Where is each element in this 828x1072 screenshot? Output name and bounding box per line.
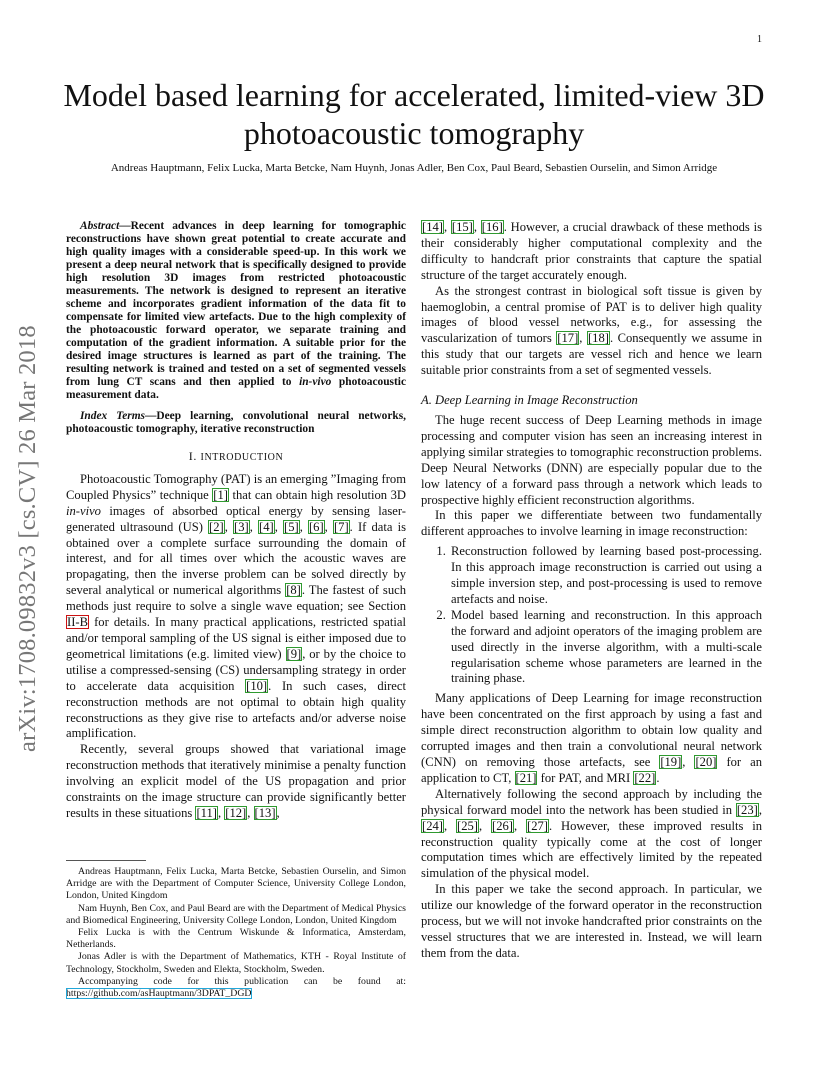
citation-link[interactable]: [12] [225,805,247,820]
citation-link[interactable]: [10] [246,678,268,693]
citation-link[interactable]: [16] [481,220,503,234]
intro-paragraph-3: As the strongest contrast in biological soft tissue is given by haemoglobin, a central promise of PAT is to deliver high quality images of blood vessel networks, e.g., for assessing the vascularization of tumors [17], [18]. Consequently we assume in this study that our targets are vessel rich and hence we learn suitable prior constraints from a set of segmented vessels. [421,283,763,378]
footnote: Nam Huynh, Ben Cox, and Paul Beard are with the Department of Medical Physics and Biomedical Engineering, University College London, London, United Kingdom [66,902,406,926]
arxiv-identifier: arXiv:1708.09832v3 [cs.CV] 26 Mar 2018 [14,325,41,752]
citation-link[interactable]: [17] [557,331,579,346]
abstract-text: —Recent advances in deep learning for tomographic reconstructions have shown great potential to create accurate and high quality images with a considerable speed-up. In this work we present a deep neural network that is specifically designed to provide high resolution 3D images from restricted photoacoustic measurements. The network is designed to represent an iterative scheme and incorporates gradient information of the data fit to compensate for limited view artefacts. Due to the high complexity of the photoacoustic forward operator, we separate training and computation of the gradient information. A suitable prior for the desired image structures is learned as part of the training. The resulting network is trained and tested on a set of segmented vessels from lung CT scans and then applied to [66,220,406,388]
citation-link[interactable]: [2] [209,519,224,534]
citation-link[interactable]: [3] [234,519,249,534]
list-item: 1. Reconstruction followed by learning based post-processing. In this approach image reconstruction is carried out using a simple inversion step, and post-processing is used to remove artefacts and noise. [449,544,762,608]
right-column [421,220,762,962]
footnotes [66,866,406,1000]
dl-paragraph-3: Many applications of Deep Learning for image reconstruction have been concentrated on the first approach by using a fast and simple direct reconstruction algorithm to obtain low quality and corrupted images and then train a convolutional neural network (CNN) on removing those artefacts, see [19], [20] for an application to CT, [21] for PAT, and MRI [22]. [421,691,763,785]
citation-link[interactable]: [13] [254,805,276,820]
citation-link[interactable]: [22] [634,770,656,785]
footnote: Andreas Hauptmann, Felix Lucka, Marta Betcke, Sebastien Ourselin, and Simon Arridge are with the Department of Computer Science, University College London, London, United Kingdom [66,866,406,902]
citation-link[interactable]: [5] [284,519,299,534]
citation-link[interactable]: [14] [422,220,443,234]
footnote: Accompanying code for this publication can be found at: https://github.com/asHauptmann/3DPAT_DGD [66,975,406,1000]
list-item: 2. Model based learning and reconstruction. In this approach the forward and adjoint operators of the imaging problem are used directly in the inverse algorithm, with a multi-scale regularisation scheme whose parameters are learned in the training phase. [449,608,762,688]
citation-link[interactable]: [6] [308,519,324,534]
citation-link[interactable]: [24] [422,818,443,833]
citation-link[interactable]: [18] [587,331,609,346]
abstract-label: Abstract [80,220,120,232]
index-terms [66,410,406,436]
intro-paragraph-2-cont: [14], [15], [16]. However, a crucial drawback of these methods is their considerably higher computational complexity and the difficulty to handcraft prior constraints that capture the spatial structure of the target accurately enough. [421,220,762,282]
dl-paragraph-1: The huge recent success of Deep Learning methods in image processing and computer vision has seen an increasing interest in applying similar strategies to tomographic reconstruction problems. Deep Neural Networks (DNN) are especially popular due to the low latency of a forward pass through a network which leads to prospective highly efficient reconstruction algorithms. [421,412,763,507]
author-list: Andreas Hauptmann, Felix Lucka, Marta Betcke, Nam Huynh, Jonas Adler, Ben Cox, Paul Beard, Sebastien Ourselin, and Simon Arridge [110,162,718,174]
index-terms-text: —Deep learning, convolutional neural networks, photoacoustic tomography, iterative reconstruction [66,410,406,435]
citation-link[interactable]: [26] [492,818,513,833]
citation-link[interactable]: [27] [527,818,548,833]
dl-paragraph-2: In this paper we differentiate between two fundamentally different approaches to involve learning in image reconstruction: [421,508,762,539]
section-heading-introduction: I. INTRODUCTION [188,449,284,463]
citation-link[interactable]: [19] [660,755,682,769]
abstract-end: photoacoustic measurement data. [66,376,406,401]
abstract [66,220,406,402]
abstract-invivo: in-vivo [299,376,332,388]
citation-link[interactable]: [20] [695,755,717,769]
subsection-heading: A. Deep Learning in Image Reconstruction [421,393,638,408]
intro-paragraph-1: Photoacoustic Tomography (PAT) is an emerging ”Imaging from Coupled Physics” technique [1] that can obtain high resolution 3D in-vivo images of absorbed optical energy by sensing laser-generated ultrasound (US) [2], [3], [4], [5], [6], [7]. If data is obtained over a complete surface surrounding the domain of interest, and for all times over which the acoustic waves are propagating, then the inverse problem can be solved directly by several analytical or numerical algorithms [8]. The fastest of such methods just require to solve a single wave equation; see Section II-B for details. In many practical applications, restricted spatial and/or temporal sampling of the US signal is either imposed due to geometrical limitations (e.g. limited view) [9], or by the choice to utilise a compressed-sensing (CS) undersampling strategy in order to accelerate data acquisition [10]. In such cases, direct reconstruction methods are not optimal to obtain high quality reconstructions as they give rise to artefacts and/or adverse noise amplification. [66,471,407,741]
footnote: Felix Lucka is with the Centrum Wiskunde & Informatica, Amsterdam, Netherlands. [66,927,406,951]
paper-title: Model based learning for accelerated, limited-view 3D photoacoustic tomography [63,77,765,151]
code-url-link[interactable]: https://github.com/asHauptmann/3DPAT_DGD [66,988,252,1000]
left-column [66,220,406,822]
citation-link[interactable]: [21] [515,770,537,785]
citation-link[interactable]: [4] [259,519,274,534]
section-link[interactable]: II-B [67,615,88,630]
citation-link[interactable]: [25] [457,818,478,833]
intro-paragraph-2: Recently, several groups showed that variational image reconstruction methods that iteratively minimise a penalty function involving an explicit model of the US propagation and prior constraints on the image structure can provide significantly better results in these situations [11], [12], [13], [66,742,406,820]
citation-link[interactable]: [15] [451,220,473,234]
citation-link[interactable]: [8] [286,583,301,598]
index-terms-label: Index Terms [80,410,145,422]
footnote-rule [66,860,146,861]
dl-paragraph-5: In this paper we take the second approach. In particular, we utilize our knowledge of the forward operator in the reconstruction process, but we will not invoke handcrafted prior constraints on the vessel structures that we are interested in. Instead, we will learn them from the data. [421,882,762,960]
citation-link[interactable]: [11] [196,805,217,820]
page-number: 1 [757,34,762,45]
citation-link[interactable]: [23] [736,802,758,817]
citation-link[interactable]: [9] [286,646,302,661]
footnote: Jonas Adler is with the Department of Mathematics, KTH - Royal Institute of Technology, Stockholm, Sweden and Elekta, Stockholm, Sweden. [66,951,406,975]
citation-link[interactable]: [1] [213,487,228,502]
citation-link[interactable]: [7] [333,519,349,534]
dl-paragraph-4: Alternatively following the second approach by including the physical forward model into the network has been studied in [23], [24], [25], [26], [27]. However, these improved results in reconstruction quality typically come at the cost of longer computation times which are effectively limited by the repeated simulation of the physical model. [421,786,763,881]
approach-list [421,544,762,687]
